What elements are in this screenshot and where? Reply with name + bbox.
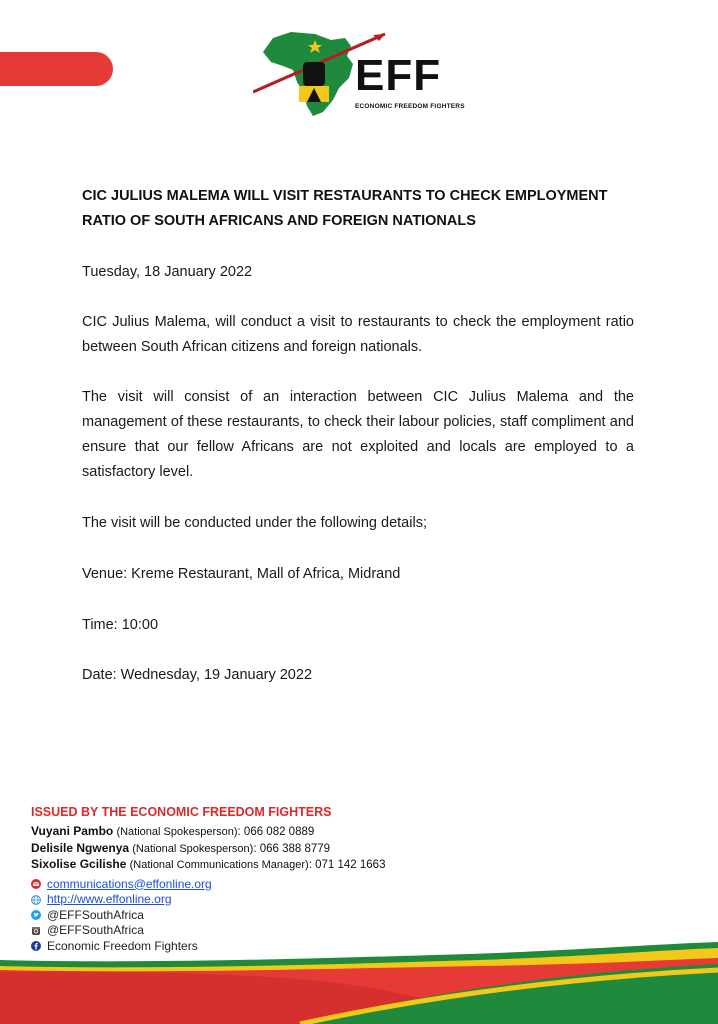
contact-name: Vuyani Pambo [31, 824, 114, 838]
paragraph-details: The visit will consist of an interaction between CIC Julius Malema and the management of these restaurants, to check their labour policies, staff compliment and ensure that our fellow Africans are not exploited and locals are employed to a satisfactory level. [82, 389, 634, 480]
website-row [31, 892, 451, 908]
contact-name: Delisile Ngwenya [31, 840, 130, 855]
twitter-icon [31, 910, 41, 920]
contact-role: (National Spokesperson) [116, 826, 238, 838]
issued-by-heading: ISSUED BY THE ECONOMIC FREEDOM FIGHTERS [31, 805, 332, 819]
venue-line: Venue: Kreme Restaurant, Mall of Africa, Midrand [82, 566, 401, 582]
email-icon [31, 879, 41, 889]
email-row [31, 877, 451, 893]
contact-name: Sixolise Gcilishe [31, 857, 127, 871]
eff-wordmark: EFF [355, 51, 442, 100]
footer-contact-block [31, 804, 451, 954]
twitter-handle[interactable]: @EFFSouthAfrica [47, 907, 144, 922]
contact-phone: : 066 388 8779 [253, 842, 331, 855]
globe-icon [31, 895, 41, 905]
contact-phone: : 071 142 1663 [308, 859, 386, 871]
instagram-handle[interactable]: @EFFSouthAfrica [47, 923, 144, 937]
contact-row [31, 857, 451, 874]
contact-row [31, 824, 451, 841]
date-line: Date: Wednesday, 19 January 2022 [82, 667, 313, 683]
website-link[interactable]: http://www.effonline.org [47, 892, 172, 906]
press-release-headline: CIC JULIUS MALEMA WILL VISIT RESTAURANTS TO CHECK EMPLOYMENT RATIO OF SOUTH AFRICANS AND FOREIGN NATIONALS [82, 188, 608, 229]
facebook-page[interactable]: Economic Freedom Fighters [47, 938, 198, 953]
red-header-tab [0, 52, 113, 86]
fist-icon [303, 62, 325, 86]
instagram-row [31, 923, 451, 939]
eff-wordmark-subtitle: ECONOMIC FREEDOM FIGHTERS [355, 103, 465, 110]
contact-role: (National Spokesperson) [132, 842, 254, 855]
footer-wave-banner [0, 938, 718, 1024]
contact-phone: : 066 082 0889 [237, 826, 315, 838]
paragraph-following: The visit will be conducted under the following details; [82, 515, 427, 531]
contact-row [31, 841, 451, 858]
time-line: Time: 10:00 [82, 617, 159, 633]
release-date: Tuesday, 18 January 2022 [82, 264, 253, 280]
email-link[interactable]: communications@effonline.org [47, 876, 212, 891]
instagram-icon [31, 926, 41, 936]
twitter-row [31, 908, 451, 924]
contact-role: (National Communications Manager) [129, 859, 309, 871]
paragraph-intro: CIC Julius Malema, will conduct a visit to restaurants to check the employment ratio between South African citizens and foreign nationals. [82, 314, 634, 355]
